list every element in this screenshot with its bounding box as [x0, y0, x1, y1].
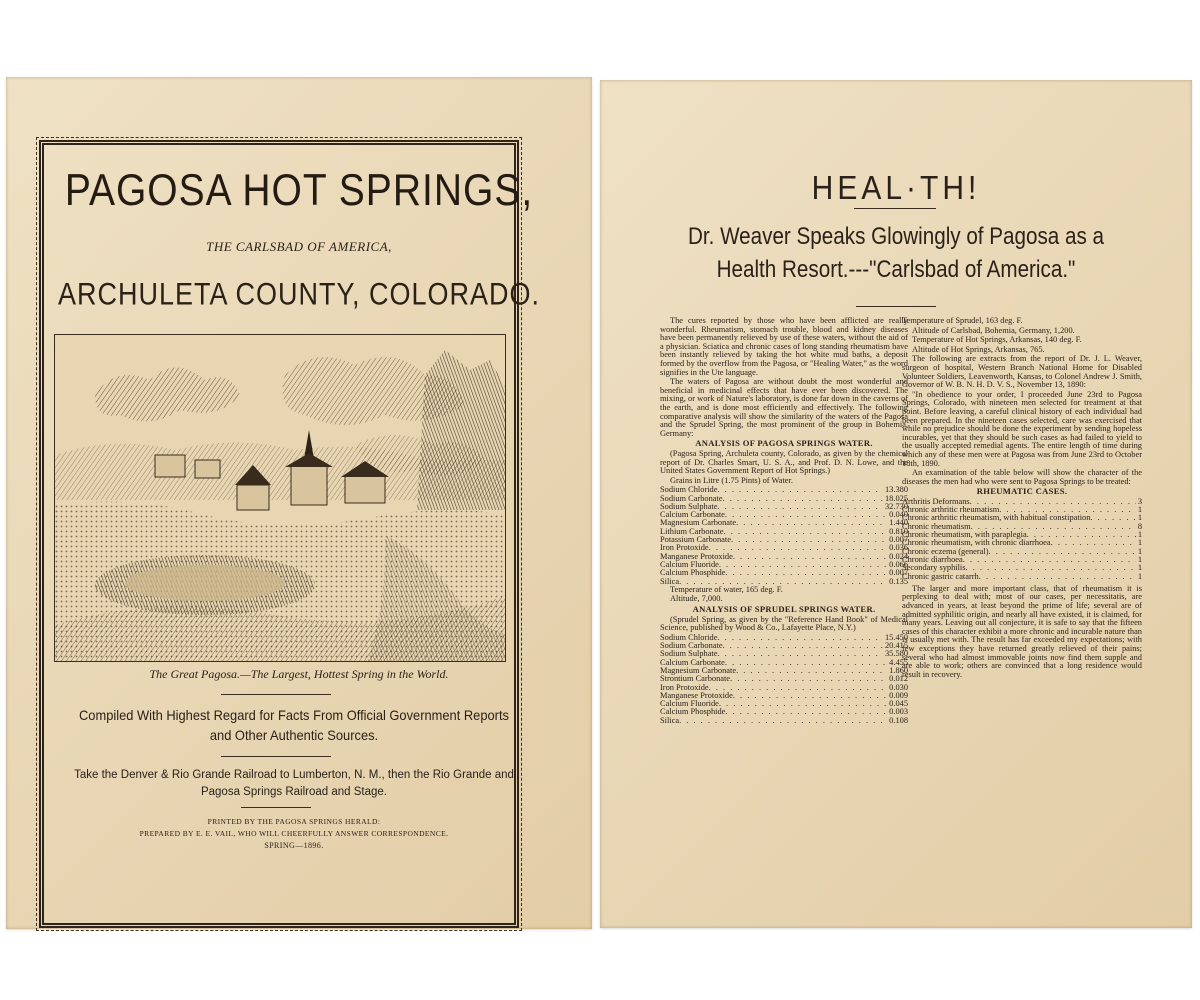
dot-leader	[1090, 514, 1135, 522]
dot-leader	[725, 708, 887, 716]
row-value: 0.024	[889, 551, 908, 561]
row-value: 3	[1137, 496, 1142, 506]
arkansas-temperature: Temperature of Hot Springs, Arkansas, 140 deg. F.	[912, 335, 1082, 345]
printed-by: PRINTED BY THE PAGOSA SPRINGS HERALD:	[207, 817, 381, 826]
row-label: Iron Protoxide	[660, 682, 709, 692]
dot-leader	[723, 495, 883, 503]
dot-leader	[730, 675, 887, 683]
great-pagosa-engraving	[54, 334, 506, 662]
dot-leader	[979, 573, 1136, 581]
row-value: 13.380	[884, 485, 908, 495]
dot-leader	[725, 569, 887, 577]
row-value: 0.030	[889, 682, 908, 692]
row-value: 1	[1137, 563, 1142, 573]
prepared-by: PREPARED BY E. E. VAIL, WHO WILL CHEERFULLY ANSWER CORRESPONDENCE.	[139, 829, 449, 838]
cover-title: PAGOSA HOT SPRINGS,	[64, 165, 534, 216]
health-page	[600, 80, 1192, 928]
row-value: 4.455	[889, 657, 908, 667]
row-label: Chronic diarrhoea	[902, 554, 963, 564]
row-label: Iron Protoxide	[660, 543, 709, 553]
row-label: Manganese Protoxide	[660, 551, 733, 561]
route-directions: Take the Denver & Rio Grande Railroad to Lumberton, N. M., then the Rio Grande and Pagosa Springs Railroad and Stage.	[74, 769, 514, 798]
dot-leader	[736, 667, 887, 675]
row-label: Potassium Carbonate	[660, 535, 731, 545]
rheumatic-cases-heading: RHEUMATIC CASES.	[976, 486, 1068, 497]
row-value: 32.730	[884, 501, 908, 511]
row-label: Secondary syphilis	[902, 563, 966, 573]
row-label: Sodium Chloride	[660, 485, 718, 495]
report-intro: The following are extracts from the report of Dr. J. L. Weaver, surgeon of hospital, Western Branch National Home for Disabled Volunteer Soldiers, Leavenworth, Kansas, to Colonel Andrew J. Smith, Governor of W. B. N. H. D. V. S., November 13, 1890:	[902, 354, 1142, 390]
row-value: 35.580	[884, 649, 908, 659]
table-row	[660, 717, 908, 725]
row-value: 0.040	[889, 510, 908, 520]
dot-leader	[717, 503, 883, 511]
table-row	[660, 569, 908, 577]
row-value: 1.860	[889, 666, 908, 675]
row-value: 0.012	[889, 674, 908, 684]
pagosa-analysis-note: (Pagosa Spring, Archuleta county, Colorado, as given by the chemical report of Dr. Charles Smart, U. S. A., and Prof. D. N. Lowe, and the United States Government Report of Hot Springs.)	[660, 448, 908, 476]
cover-page	[6, 77, 592, 929]
row-label: Sodium Sulphate	[660, 649, 718, 659]
dot-leader	[679, 717, 887, 725]
weaver-headline: Dr. Weaver Speaks Glowingly of Pagosa as a Health Resort.---"Carlsbad of America."	[687, 223, 1105, 283]
row-label: Calcium Carbonate	[660, 510, 725, 520]
row-value: 0.007	[889, 568, 908, 578]
row-label: Sodium Chloride	[660, 632, 718, 642]
row-value: 20.415	[884, 641, 908, 651]
row-label: Chronic arthritic rheumatism	[902, 505, 1000, 515]
row-label: Sodium Sulphate	[660, 501, 718, 511]
row-value: 1	[1137, 513, 1142, 523]
row-label: Strontium Carbonate	[660, 674, 731, 684]
row-label: Chronic rheumatism, with chronic diarrhoea	[902, 538, 1051, 548]
sprudel-analysis-heading: ANALYSIS OF SPRUDEL SPRINGS WATER.	[692, 604, 876, 615]
row-value: 0.066	[889, 559, 908, 569]
row-value: 0.007	[889, 535, 908, 545]
dot-leader	[709, 544, 888, 552]
row-label: Calcium Fluoride	[660, 699, 719, 709]
row-value: 0.135	[889, 576, 908, 586]
dot-leader	[1051, 539, 1136, 547]
dot-leader	[733, 692, 887, 700]
row-value: 1	[1137, 554, 1142, 564]
dot-leader	[717, 650, 883, 658]
dot-leader	[723, 642, 883, 650]
headline-rule	[856, 306, 936, 307]
table-row	[902, 573, 1142, 581]
compiled-statement: Compiled With Highest Regard for Facts From Official Government Reports and Other Authentic Sources.	[79, 707, 509, 743]
table-intro: An examination of the table below will show the character of the diseases the men had who were sent to Pagosa Springs to be treated:	[902, 468, 1142, 486]
carlsbad-altitude: Altitude of Carlsbad, Bohemia, Germany, 1,200.	[912, 325, 1075, 335]
row-label: Arthritis Deformans	[902, 496, 970, 506]
row-value: 18.025	[884, 493, 908, 503]
row-label: Calcium Phosphide	[660, 707, 726, 717]
row-label: Manganese Protoxide	[660, 690, 733, 700]
row-label: Sodium Carbonate	[660, 641, 723, 651]
row-value: 15.450	[884, 632, 908, 642]
row-label: Silica	[660, 576, 680, 586]
row-value: 0.003	[889, 707, 908, 717]
intro-paragraph: The waters of Pagosa are without doubt the most wonderful and beneficial in medicinal effects that have ever been discovered. The mixing, or work of Nature's laboratory, is done far down in the caverns of the earth, and is done most efficiently and effectively. The following comparative analysis will show the similarity of the waters of the Pagosa and the Sprudel Spring, the most prominent of the group in Bohemia, Germany:	[660, 377, 908, 438]
dot-leader	[989, 548, 1136, 556]
cover-county: ARCHULETA COUNTY, COLORADO.	[57, 276, 541, 312]
table-row	[660, 708, 908, 716]
health-heading: HEAL·TH!	[811, 170, 981, 207]
row-value: 1	[1137, 505, 1142, 515]
intro-paragraph: The cures reported by those who have been afflicted are really wonderful. Rheumatism, stomach trouble, blood and kidney diseases have been permanently relieved by use of these waters, without the aid of a physician. Sciatica and chronic cases of long standing rheumatism have been instantly relieved by taking the hot white mud baths, a deposit formed by the overflow from the Pagosa, or "Healing Water," as the word signifies in the Ute language.	[660, 316, 908, 377]
engraving-illustration	[55, 335, 506, 662]
row-value: 0.108	[889, 715, 908, 725]
pagosa-altitude: Altitude, 7,000.	[670, 594, 723, 604]
article-column-left	[660, 317, 908, 725]
pagosa-temperature: Temperature of water, 165 deg. F.	[670, 584, 783, 594]
row-label: Lithium Carbonate	[660, 526, 724, 536]
row-value: 1	[1137, 571, 1142, 581]
row-value: 1	[1137, 538, 1142, 548]
sprudel-analysis-note: (Sprudel Spring, as given by the "Reference Hand Book" of Medical Science, published by Wood & Co., Lafayette Place, N.Y.)	[660, 614, 908, 633]
pagosa-analysis-units: Grains in Litre (1.75 Pints) of Water.	[670, 475, 793, 485]
dot-leader	[725, 659, 887, 667]
pagosa-analysis-table	[660, 486, 908, 586]
issue-date: SPRING—1896.	[264, 841, 324, 850]
heading-rule	[854, 208, 936, 209]
row-value: 0.009	[889, 690, 908, 700]
closing-paragraph: The larger and more important class, that of rheumatism it is perplexing to deal with; most of our cases, per necessitatis, are advanced in years, at least beyond the prime of life; several are of admitted syphilitic origin, and nearly all have existed, it is claimed, for many years. Leaving out all conjecture, it is safe to say that the fifteen cases of this character exhibit a more chronic and incurable nature than is usually met with. The result has far exceeded my expectations; with few exceptions they have returned greatly relieved of their pains; several who had almost immovable joints now find them supple and are able to work; others are convinced that a long residence would result in recovery.	[902, 583, 1142, 679]
row-value: 0.045	[889, 699, 908, 709]
row-value: 1.440	[889, 518, 908, 528]
sprudel-analysis-table	[660, 634, 908, 725]
rheumatic-cases-table	[902, 498, 1142, 581]
dot-leader	[719, 561, 887, 569]
dot-leader	[733, 553, 887, 561]
dot-leader	[736, 519, 887, 527]
dot-leader	[963, 556, 1136, 564]
divider-rule	[221, 756, 331, 757]
pagosa-analysis-heading: ANALYSIS OF PAGOSA SPRINGS WATER.	[695, 438, 873, 449]
row-label: Chronic eczema (general)	[902, 546, 989, 556]
row-label: Chronic rheumatism, with paraplegia	[902, 530, 1027, 540]
dot-leader	[717, 486, 883, 494]
row-label: Chronic gastric catarrh	[902, 571, 979, 581]
row-label: Calcium Fluoride	[660, 559, 719, 569]
dot-leader	[717, 634, 883, 642]
row-value: 8	[1137, 521, 1142, 531]
dot-leader	[719, 700, 887, 708]
row-value: 0.036	[889, 543, 908, 553]
dot-leader	[709, 684, 888, 692]
row-value: 1	[1137, 546, 1142, 556]
dot-leader	[966, 564, 1136, 572]
row-label: Magnesium Carbonate	[660, 666, 737, 675]
row-label: Calcium Carbonate	[660, 657, 725, 667]
row-label: Chronic rheumatism	[902, 521, 971, 531]
row-value: 1	[1137, 530, 1142, 540]
dot-leader	[725, 511, 887, 519]
row-label: Sodium Carbonate	[660, 493, 723, 503]
row-value: 0.810	[889, 526, 908, 536]
report-body: "In obedience to your order, I proceeded June 23rd to Pagosa Springs, Colorado, with nineteen men selected for treatment at that point. Before leaving, a careful clinical history of each individual had been prepared. In the nineteen cases selected, care was exercised that while no prejudice should be done the experiment by sending hopeless incurables, yet that they should be such cases as had failed to yield to the usually accepted remedial agents. The entire length of time during which any of these men were at Pagosa was from June 23rd to October 18th, 1890.	[902, 389, 1142, 468]
cover-subtitle: THE CARLSBAD OF AMERICA,	[206, 239, 392, 254]
row-label: Calcium Phosphide	[660, 568, 726, 578]
engraving-caption: The Great Pagosa.—The Largest, Hottest Spring in the World.	[149, 667, 449, 681]
row-label: Silica	[660, 715, 680, 725]
divider-rule	[241, 807, 311, 808]
sprudel-temperature: Temperature of Sprudel, 163 deg. F.	[902, 316, 1023, 325]
row-label: Chronic arthritic rheumatism, with habitual constipation	[902, 513, 1091, 523]
dot-leader	[724, 528, 888, 536]
divider-rule	[221, 694, 331, 695]
dot-leader	[731, 536, 887, 544]
article-column-right	[902, 317, 1142, 680]
row-label: Magnesium Carbonate	[660, 518, 737, 528]
arkansas-altitude: Altitude of Hot Springs, Arkansas, 765.	[912, 344, 1045, 354]
